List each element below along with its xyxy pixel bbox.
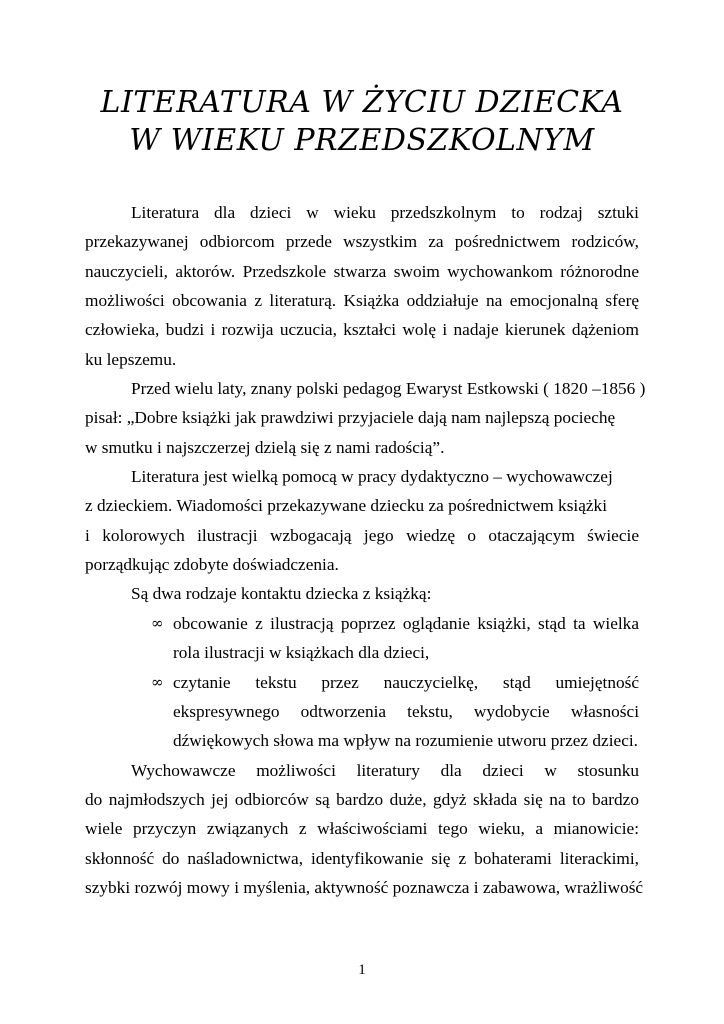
title-line: W WIEKU PRZEDSZKOLNYM	[129, 123, 595, 158]
text-line: Wychowawcze możliwości literatury dla dzieci w stosunku	[131, 760, 639, 780]
text-line: rola ilustracji w książkach dla dzieci,	[173, 643, 430, 663]
text-line: Literatura dla dzieci w wieku przedszkolnym to rodzaj sztuki	[131, 203, 639, 222]
text-line: skłonność do naśladownictwa, identyfikowanie się z bohaterami literackimi,	[85, 848, 639, 868]
infinity-bullet-icon: ∞	[151, 613, 164, 632]
text-line: szybki rozwój mowy i myślenia, aktywność poznawcza i zabawowa, wrażliwość	[85, 877, 644, 897]
text-line: i kolorowych ilustracji wzbogacają jego wiedzę o otaczającym świecie	[85, 525, 639, 545]
document-body	[85, 198, 646, 902]
bullet-text: czytanie tekstu przez nauczycielkę, stąd umiejętność	[173, 672, 639, 692]
bullet-item	[85, 609, 639, 638]
text-line: Przed wielu laty, znany polski pedagog Ewaryst Estkowski ( 1820 –1856 )	[131, 379, 646, 399]
title-line: LITERATURA W ŻYCIU DZIECKA	[100, 85, 624, 120]
text-line: ekspresywnego odtworzenia tekstu, wydobycie własności	[173, 701, 639, 721]
text-line: przekazywanej odbiorcom przede wszystkim za pośrednictwem rodziców,	[85, 232, 639, 252]
bullet-text: obcowanie z ilustracją poprzez oglądanie książki, stąd ta wielka	[173, 613, 639, 633]
text-line: Literatura jest wielką pomocą w pracy dydaktyczno – wychowawczej	[131, 467, 613, 487]
infinity-bullet-icon: ∞	[151, 672, 164, 691]
text-line: pisał: „Dobre książki jak prawdziwi przyjaciele dają nam najlepszą pociechę	[85, 408, 616, 428]
bullet-item	[85, 668, 639, 697]
document-title	[60, 84, 664, 160]
text-line: Są dwa rodzaje kontaktu dziecka z książką:	[131, 584, 432, 604]
text-line: nauczycieli, aktorów. Przedszkole stwarza swoim wychowankom różnorodne	[85, 261, 639, 281]
page-number: 1	[358, 962, 366, 978]
text-line: w smutku i najszczerzej dzielą się z nami radością”.	[85, 437, 445, 457]
text-line: do najmłodszych jej odbiorców są bardzo duże, gdyż składa się na to bardzo	[85, 789, 639, 809]
text-line: z dzieckiem. Wiadomości przekazywane dziecku za pośrednictwem książki	[85, 496, 607, 516]
text-line: wiele przyczyn związanych z właściwościami tego wieku, a mianowicie:	[85, 819, 639, 839]
text-line: porządkując zdobyte doświadczenia.	[85, 555, 339, 575]
text-line: możliwości obcowania z literaturą. Książka oddziałuje na emocjonalną sferę	[85, 291, 639, 311]
text-line: ku lepszemu.	[85, 349, 177, 369]
text-line: dźwiękowych słowa ma wpływ na rozumienie utworu przez dzieci.	[173, 731, 638, 751]
text-line: człowieka, budzi i rozwija uczucia, kształci wolę i nadaje kierunek dążeniom	[85, 320, 639, 340]
